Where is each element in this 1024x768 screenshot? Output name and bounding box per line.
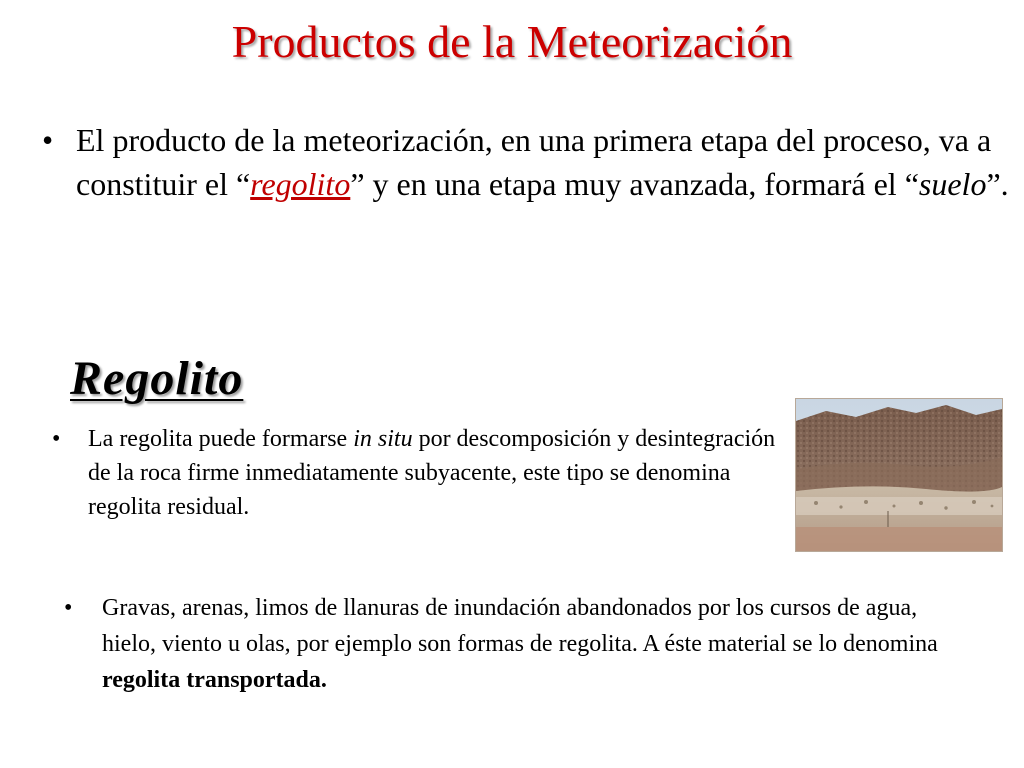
intro-paragraph [76,118,1011,206]
bullet-marker: • [42,122,54,158]
transported-text-1: Gravas, arenas, limos de llanuras de inundación abandonados por los cursos de agua, hielo, viento u olas, por ejemplo son formas de regolita. A éste material se lo denomina [102,595,938,657]
transported-paragraph [102,590,962,698]
regolito-link[interactable]: regolito [250,166,351,202]
suelo-term: suelo [918,166,987,202]
intro-text-3: ”. [986,166,1009,202]
section-heading: Regolito [70,352,244,405]
photo-illustration [796,399,1002,551]
residual-text-2: por descomposición y desintegración de la roca firme inmediatamente subyacente, este tipo se denomina regolita residual. [88,426,776,520]
bullet-marker: • [64,595,73,621]
desert-hillside-photo [795,398,1003,552]
in-situ-term: in situ [353,426,413,452]
residual-paragraph [88,422,788,524]
intro-text-2: ” y en una etapa muy avanzada, formará el “ [350,166,919,202]
bullet-marker: • [52,426,61,452]
intro-text-1: El producto de la meteorización, en una primera etapa del proceso, va a constituir el “ [76,122,992,202]
transported-term: regolita transportada. [102,667,327,693]
residual-text-1: La regolita puede formarse [88,426,354,452]
slide-title: Productos de la Meteorización [231,16,793,67]
